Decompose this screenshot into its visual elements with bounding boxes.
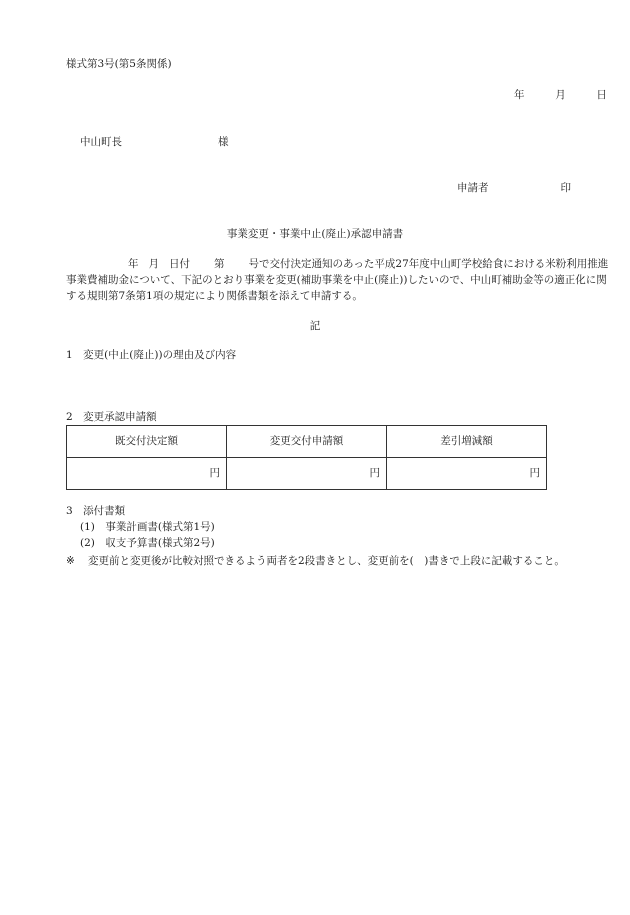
- note-text: 変更前と変更後が比較対照できるよう両者を2段書きとし、変更前を( )書きで上段に記載すること。: [88, 555, 565, 567]
- addressee-suffix: 様: [218, 136, 229, 148]
- addressee-line: [80, 137, 229, 148]
- date-year: 年: [514, 89, 525, 101]
- attachment-item-2: (2) 収支予算書(様式第2号): [80, 537, 215, 549]
- table-header-row: [67, 426, 547, 458]
- body-text: 号で交付決定通知のあった平成27年度中山町学校給食における米粉利用推進事業費補助金について、下記のとおり事業を変更(補助事業を中止(廃止))したいので、中山町補助金等の適正化に関する規則第7条第1項の規定により関係書類を添えて申請する。: [66, 258, 609, 302]
- date-month: 月: [555, 89, 566, 101]
- section1-title: 1 変更(中止(廃止))の理由及び内容: [66, 349, 237, 361]
- ki-heading: 記: [309, 320, 321, 332]
- note-mark: ※: [66, 555, 75, 567]
- body-year: 年: [128, 258, 139, 270]
- body-dai: 第: [214, 258, 225, 270]
- table-row: [67, 458, 547, 490]
- amount-table: [66, 425, 547, 490]
- body-day: 日付: [169, 258, 190, 270]
- cell-requested: 円: [227, 458, 387, 490]
- addressee-name: 中山町長: [80, 136, 122, 148]
- col-header-existing: 既交付決定額: [67, 426, 227, 458]
- attachment-item-1: (1) 事業計画書(様式第1号): [80, 521, 215, 533]
- seal-label: 印: [560, 182, 571, 194]
- cell-existing: 円: [67, 458, 227, 490]
- body-paragraph: [66, 256, 611, 304]
- col-header-difference: 差引増減額: [387, 426, 547, 458]
- col-header-requested: 変更交付申請額: [227, 426, 387, 458]
- date-day: 日: [596, 89, 607, 101]
- applicant-line: [457, 183, 571, 194]
- date-line: [514, 90, 607, 101]
- note: [66, 553, 625, 569]
- section3-title: 3 添付書類: [66, 505, 126, 517]
- section2-title: 2 変更承認申請額: [66, 411, 157, 423]
- cell-difference: 円: [387, 458, 547, 490]
- document-title: 事業変更・事業中止(廃止)承認申請書: [226, 228, 404, 240]
- form-number: 様式第3号(第5条関係): [66, 58, 172, 70]
- body-month: 月: [148, 258, 159, 270]
- applicant-label: 申請者: [457, 182, 489, 194]
